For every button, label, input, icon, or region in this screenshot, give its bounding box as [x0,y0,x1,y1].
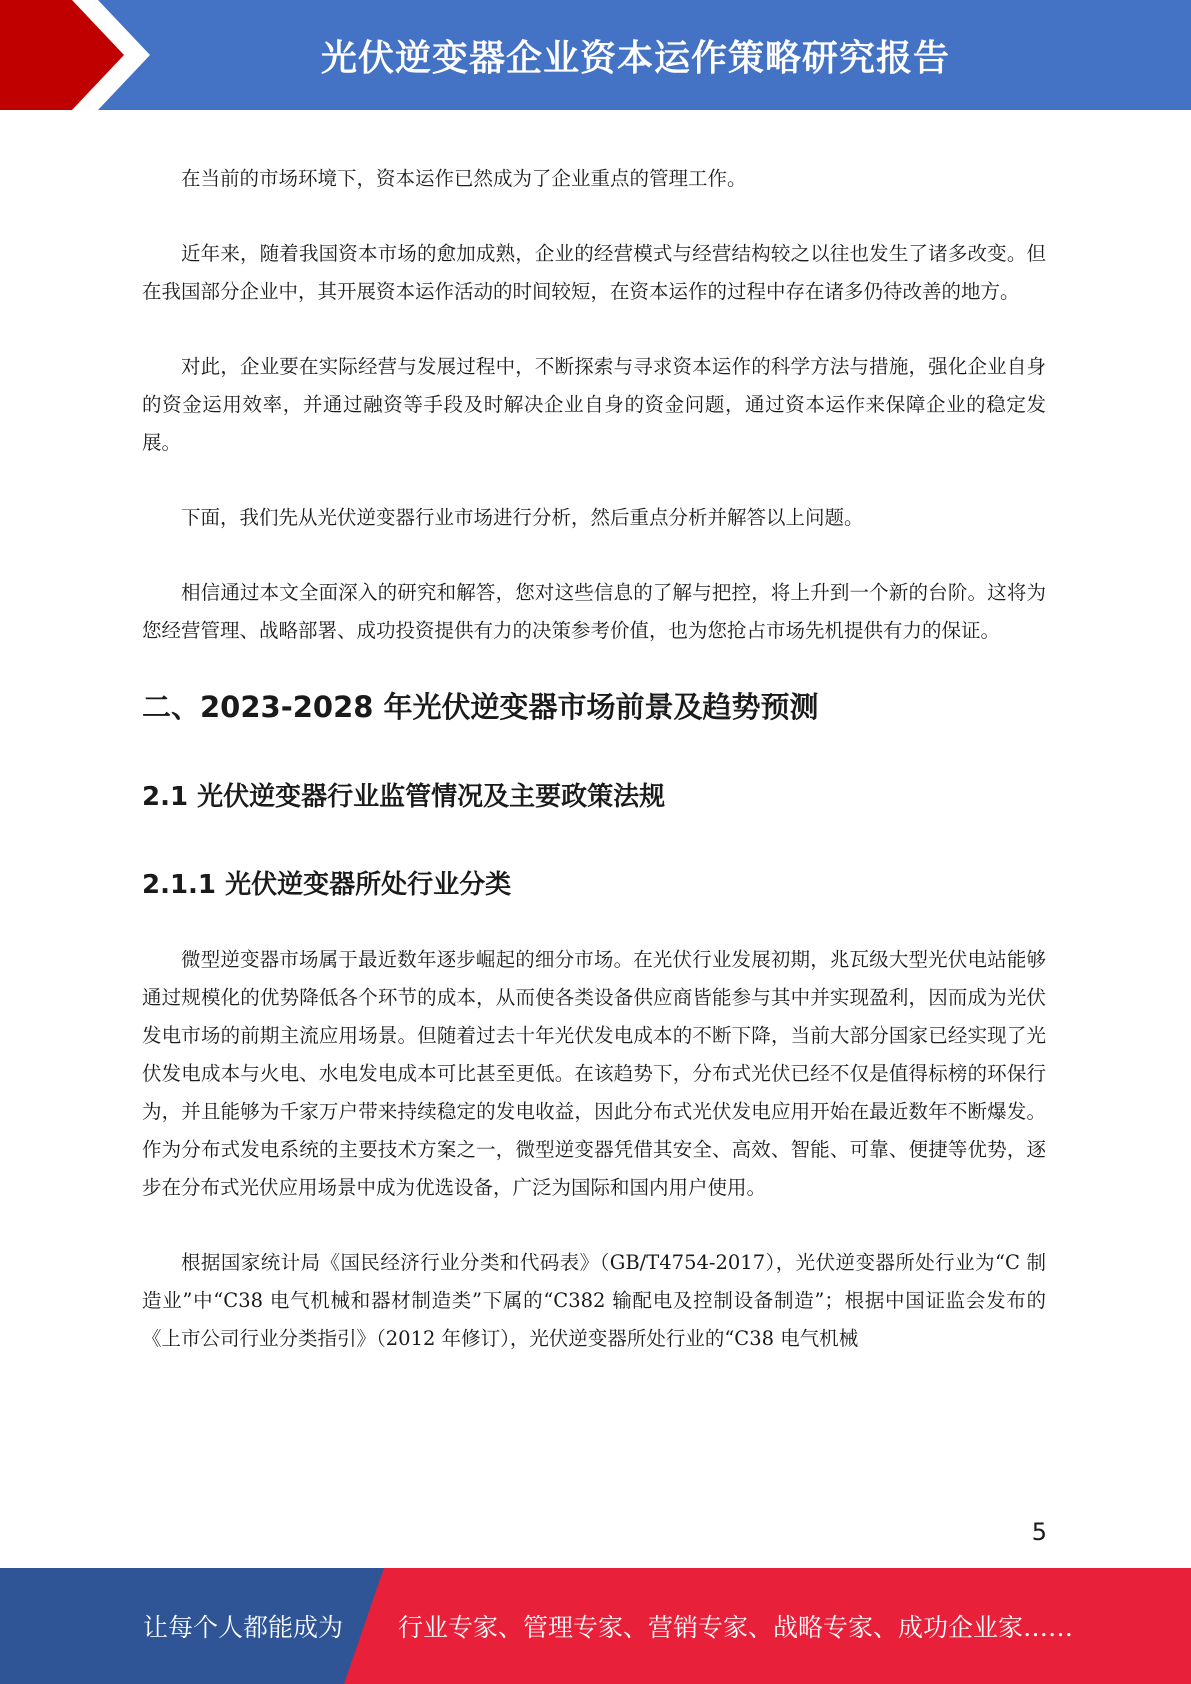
intro-paragraph-2: 近年来，随着我国资本市场的愈加成熟，企业的经营模式与经营结构较之以往也发生了诸多改变。但在我国部分企业中，其开展资本运作活动的时间较短，在资本运作的过程中存在诸多仍待改善的地方。 [142,242,1046,303]
intro-paragraph-5: 相信通过本文全面深入的研究和解答，您对这些信息的了解与把控，将上升到一个新的台阶。这将为您经营管理、战略部署、成功投资提供有力的决策参考价值，也为您抢占市场先机提供有力的保证。 [142,581,1046,642]
subsection-heading: 2.1 光伏逆变器行业监管情况及主要政策法规 [142,782,666,812]
document-title: 光伏逆变器企业资本运作策略研究报告 [320,37,950,79]
section-heading: 二、2023-2028 年光伏逆变器市场前景及趋势预测 [142,690,819,724]
body-paragraph-2: 根据国家统计局《国民经济行业分类和代码表》（GB/T4754-2017），光伏逆变器所处行业为“C 制造业”中“C38 电气机械和器材制造类”下属的“C382 输配电及控制设备制造”；根据中国证监会发布的《上市公司行业分类指引》（2012 年修订），光伏逆变器所处行业的“C38 电气机械 [142,1251,1046,1350]
footer-banner [0,1568,1191,1684]
footer-slogan-left: 让每个人都能成为 [143,1613,344,1642]
intro-paragraph-3: 对此，企业要在实际经营与发展过程中，不断探索与寻求资本运作的科学方法与措施，强化企业自身的资金运用效率，并通过融资等手段及时解决企业自身的资金问题，通过资本运作来保障企业的稳定发展。 [142,355,1046,454]
page-number: 5 [1031,1518,1047,1546]
header-banner [0,0,1191,110]
body-paragraph-1: 微型逆变器市场属于最近数年逐步崛起的细分市场。在光伏行业发展初期，兆瓦级大型光伏电站能够通过规模化的优势降低各个环节的成本，从而使各类设备供应商皆能参与其中并实现盈利，因而成为光伏发电市场的前期主流应用场景。但随着过去十年光伏发电成本的不断下降，当前大部分国家已经实现了光伏发电成本与火电、水电发电成本可比甚至更低。在该趋势下，分布式光伏已经不仅是值得标榜的环保行为，并且能够为千家万户带来持续稳定的发电收益，因此分布式光伏发电应用开始在最近数年不断爆发。作为分布式发电系统的主要技术方案之一，微型逆变器凭借其安全、高效、智能、可靠、便捷等优势，逐步在分布式光伏应用场景中成为优选设备，广泛为国际和国内用户使用。 [142,948,1046,1199]
subsubsection-heading: 2.1.1 光伏逆变器所处行业分类 [142,870,512,900]
page-content [142,160,1046,1395]
footer-slogan-right: 行业专家、管理专家、营销专家、战略专家、成功企业家…… [398,1613,1074,1642]
intro-paragraph-1: 在当前的市场环境下，资本运作已然成为了企业重点的管理工作。 [181,167,747,190]
intro-paragraph-4: 下面，我们先从光伏逆变器行业市场进行分析，然后重点分析并解答以上问题。 [181,506,864,529]
